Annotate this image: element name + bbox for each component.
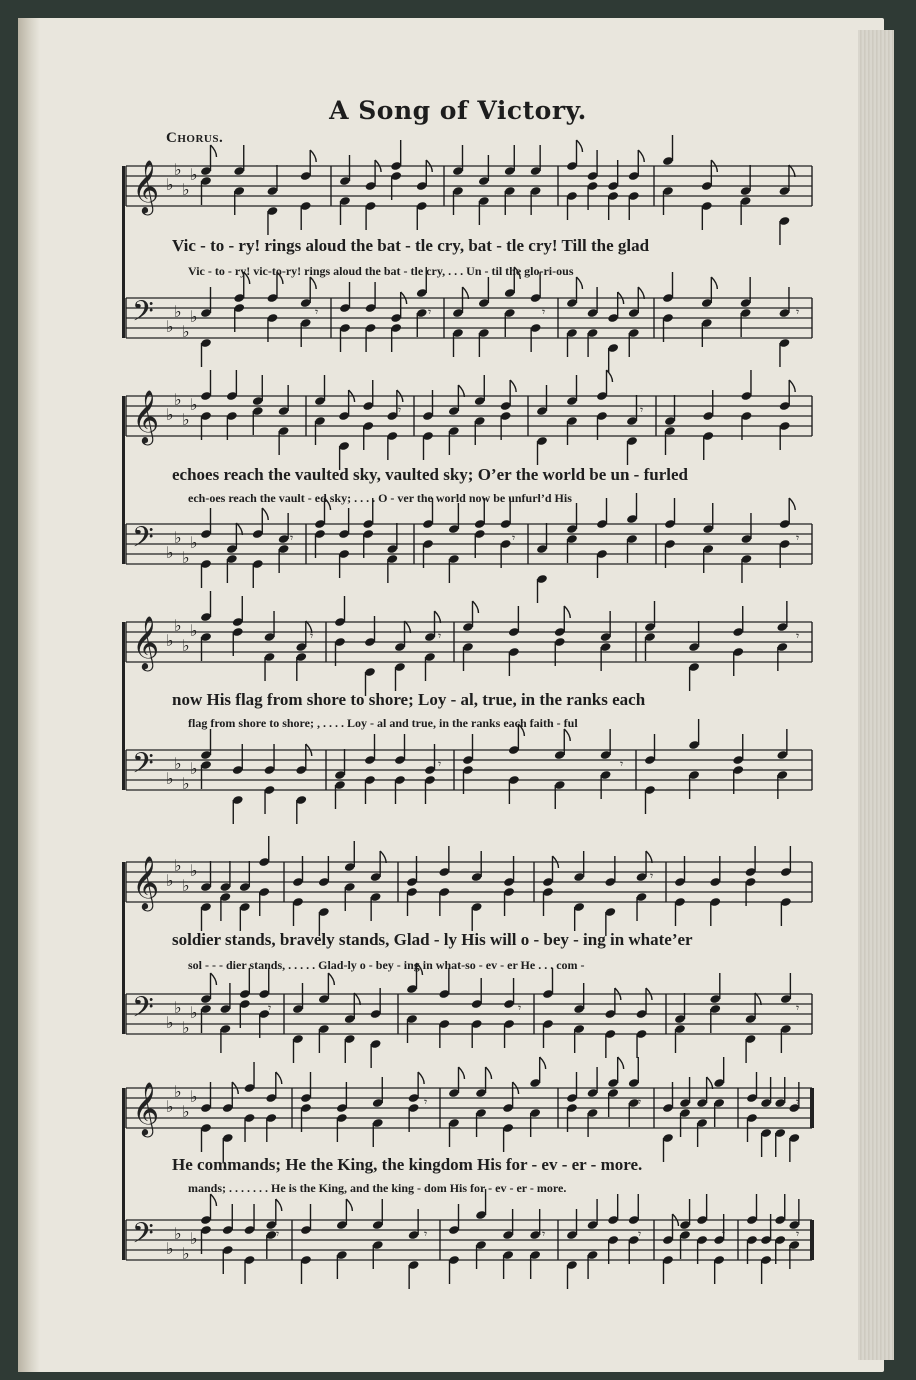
rest-icon: 𝄾 (638, 1095, 642, 1109)
lyrics-melody-line-3: now His flag from shore to shore; Loy - al, true, in the ranks each (172, 690, 646, 709)
lyrics-bass-line-4: sol - - - dier stands, . . . . . Glad-ly o - bey - ing in what-so - ev - er He . . . com - (188, 958, 585, 972)
flat-icon: ♭ (190, 1003, 198, 1022)
rest-icon: 𝄾 (796, 305, 800, 319)
rest-icon: 𝄾 (398, 403, 402, 417)
flat-icon: ♭ (174, 856, 182, 875)
lyrics-bass-line-5: mands; . . . . . . . He is the King, and the king - dom His for - ev - er - more. (188, 1181, 567, 1195)
flat-icon: ♭ (174, 616, 182, 635)
rest-icon: 𝄾 (640, 403, 644, 417)
rest-icon: 𝄾 (310, 629, 314, 643)
flat-icon: ♭ (190, 759, 198, 778)
flat-icon: ♭ (182, 774, 190, 793)
rest-icon: 𝄾 (796, 1095, 800, 1109)
rest-icon: 𝄾 (638, 1227, 642, 1241)
system-brace (122, 166, 125, 338)
flat-icon: ♭ (182, 636, 190, 655)
flat-icon: ♭ (174, 1082, 182, 1101)
flat-icon: ♭ (190, 533, 198, 552)
rest-icon: 𝄾 (620, 757, 624, 771)
flat-icon: ♭ (174, 528, 182, 547)
flat-icon: ♭ (174, 754, 182, 773)
flat-icon: ♭ (174, 1224, 182, 1243)
flat-icon: ♭ (190, 1087, 198, 1106)
treble-staff-4 (118, 842, 818, 942)
flat-icon: ♭ (166, 175, 174, 194)
flat-icon: ♭ (182, 548, 190, 567)
rest-icon: 𝄾 (796, 1227, 800, 1241)
flat-icon: ♭ (182, 410, 190, 429)
treble-staff-2 (118, 376, 818, 476)
flat-icon: ♭ (166, 1097, 174, 1116)
rest-icon: 𝄾 (428, 305, 432, 319)
bass-staff-3 (118, 730, 818, 830)
chorus-label: Chorus. (166, 130, 224, 146)
flat-icon: ♭ (166, 769, 174, 788)
bass-clef-icon: 𝄢 (132, 295, 154, 335)
flat-icon: ♭ (166, 871, 174, 890)
system-brace (122, 396, 125, 564)
rest-icon: 𝄾 (796, 531, 800, 545)
rest-icon: 𝄾 (424, 1095, 428, 1109)
flat-icon: ♭ (166, 1239, 174, 1258)
rest-icon: 𝄾 (315, 305, 319, 319)
rest-icon: 𝄾 (268, 1001, 272, 1015)
flat-icon: ♭ (182, 1244, 190, 1263)
flat-icon: ♭ (190, 165, 198, 184)
system-brace (122, 1088, 125, 1260)
lyrics-melody-line-1: Vic - to - ry! rings aloud the bat - tle cry, bat - tle cry! Till the glad (172, 236, 650, 255)
flat-icon: ♭ (166, 405, 174, 424)
bass-clef-icon: 𝄢 (132, 991, 154, 1031)
rest-icon: 𝄾 (722, 1227, 726, 1241)
rest-icon: 𝄾 (542, 1227, 546, 1241)
flat-icon: ♭ (182, 180, 190, 199)
flat-icon: ♭ (166, 317, 174, 336)
system-brace (122, 862, 125, 1034)
bass-staff-1 (118, 278, 818, 378)
treble-clef-icon: 𝄞 (132, 1081, 160, 1135)
rest-icon: 𝄾 (290, 531, 294, 545)
flat-icon: ♭ (190, 861, 198, 880)
rest-icon: 𝄾 (512, 531, 516, 545)
lyrics-melody-line-4: soldier stands, bravely stands, Glad - ly His will o - bey - ing in whate’er (172, 930, 693, 949)
treble-clef-icon: 𝄞 (132, 855, 160, 909)
flat-icon: ♭ (174, 302, 182, 321)
treble-staff-3 (118, 602, 818, 702)
treble-clef-icon: 𝄞 (132, 615, 160, 669)
rest-icon: 𝄾 (796, 1001, 800, 1015)
bass-staff-5 (118, 1200, 818, 1300)
treble-staff-1 (118, 146, 818, 246)
rest-icon: 𝄾 (438, 629, 442, 643)
bass-clef-icon: 𝄢 (132, 747, 154, 787)
treble-clef-icon: 𝄞 (132, 389, 160, 443)
flat-icon: ♭ (190, 621, 198, 640)
book-binding (18, 18, 40, 1372)
flat-icon: ♭ (166, 543, 174, 562)
lyrics-melody-line-5: He commands; He the King, the kingdom His for - ev - er - more. (172, 1155, 643, 1174)
bass-clef-icon: 𝄢 (132, 1217, 154, 1257)
rest-icon: 𝄾 (542, 305, 546, 319)
rest-icon: 𝄾 (796, 629, 800, 643)
flat-icon: ♭ (174, 160, 182, 179)
flat-icon: ♭ (190, 1229, 198, 1248)
rest-icon: 𝄾 (424, 1227, 428, 1241)
bass-staff-4 (118, 974, 818, 1074)
rest-icon: 𝄾 (650, 869, 654, 883)
lyrics-melody-line-2: echoes reach the vaulted sky, vaulted sky; O’er the world be un - furled (172, 465, 688, 484)
flat-icon: ♭ (190, 395, 198, 414)
flat-icon: ♭ (166, 631, 174, 650)
treble-clef-icon: 𝄞 (132, 159, 160, 213)
lyrics-bass-line-3: flag from shore to shore; , . . . . Loy - al and true, in the ranks each faith - ful (188, 716, 578, 730)
flat-icon: ♭ (174, 390, 182, 409)
rest-icon: 𝄾 (276, 1227, 280, 1241)
hymn-title: A Song of Victory. (329, 96, 587, 125)
lyrics-bass-line-1: Vic - to - ry! vic-to-ry! rings aloud the bat - tle cry, . . . Un - til the glo-ri-ous (188, 264, 574, 278)
rest-icon: 𝄾 (438, 757, 442, 771)
lyrics-bass-line-2: ech-oes reach the vault - ed sky; . . . . O - ver the world now be unfurl’d His (188, 491, 572, 505)
treble-staff-5 (118, 1068, 818, 1168)
bass-clef-icon: 𝄢 (132, 521, 154, 561)
flat-icon: ♭ (190, 307, 198, 326)
flat-icon: ♭ (174, 998, 182, 1017)
flat-icon: ♭ (166, 1013, 174, 1032)
bass-staff-2 (118, 504, 818, 604)
flat-icon: ♭ (182, 876, 190, 895)
rest-icon: 𝄾 (518, 1001, 522, 1015)
flat-icon: ♭ (182, 1102, 190, 1121)
flat-icon: ♭ (182, 322, 190, 341)
page-edges (858, 30, 894, 1360)
flat-icon: ♭ (182, 1018, 190, 1037)
system-brace (122, 622, 125, 790)
